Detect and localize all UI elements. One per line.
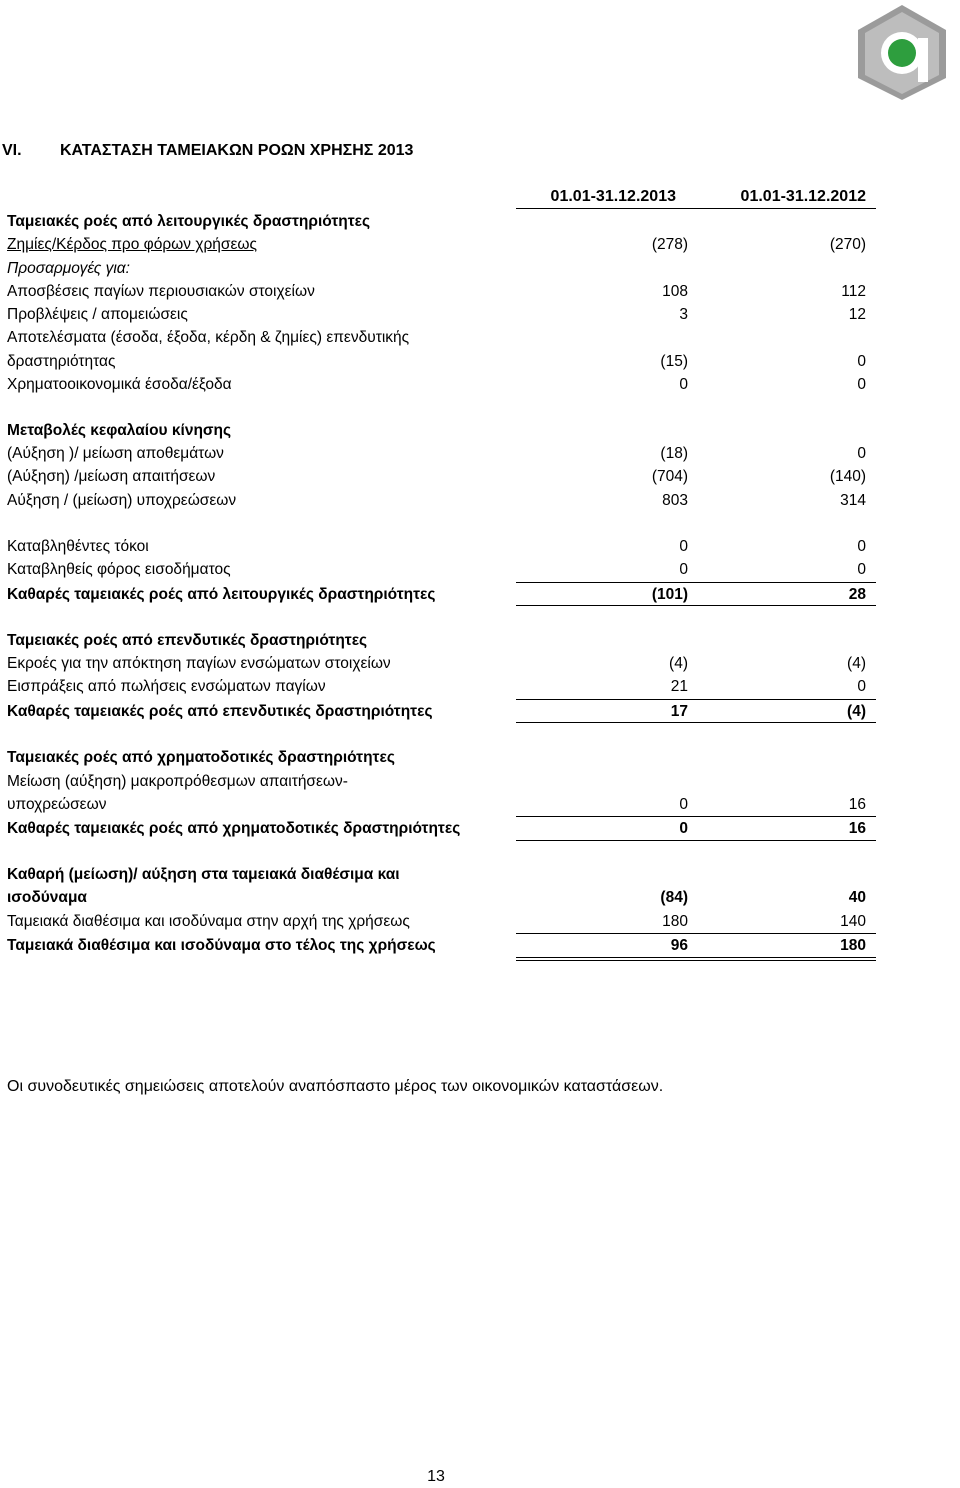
- value-2013: (4): [669, 655, 688, 672]
- row-label: Καθαρή (μείωση)/ αύξηση στα ταμειακά διαθέσιμα και: [7, 866, 400, 883]
- double-rule-top: [516, 957, 876, 958]
- value-2012: 12: [848, 306, 866, 323]
- row-label: Εισπράξεις από πωλήσεις ενσώματων παγίων: [7, 678, 326, 695]
- footer-note: Οι συνοδευτικές σημειώσεις αποτελούν αναπόσπαστο μέρος των οικονομικών καταστάσεων.: [7, 1078, 664, 1095]
- statement-row: [0, 442, 960, 465]
- statement-row: [0, 465, 960, 488]
- statement-row: [0, 373, 960, 396]
- value-2013: (704): [651, 468, 688, 485]
- row-label: Καθαρές ταμειακές ροές από λειτουργικές δραστηριότητες: [7, 586, 436, 603]
- row-label: Προσαρμογές για:: [7, 260, 130, 277]
- row-label: Καθαρές ταμειακές ροές από επενδυτικές δραστηριότητες: [7, 703, 433, 720]
- row-label: Ταμειακά διαθέσιμα και ισοδύναμα στο τέλος της χρήσεως: [7, 937, 436, 954]
- statement-row: [0, 210, 960, 233]
- value-2013: 0: [679, 820, 688, 837]
- statement-row: [0, 489, 960, 512]
- row-label: Καταβληθέντες τόκοι: [7, 538, 149, 555]
- company-logo: [852, 2, 952, 102]
- row-label: Μεταβολές κεφαλαίου κίνησης: [7, 422, 232, 439]
- statement-row: [0, 675, 960, 698]
- value-2013: 803: [662, 492, 688, 509]
- section-heading: [2, 142, 413, 160]
- total-rule: [516, 722, 876, 723]
- row-label: ισοδύναμα: [7, 889, 87, 906]
- value-2012: 28: [848, 586, 866, 603]
- value-2012: 140: [840, 913, 866, 930]
- statement-row: [0, 746, 960, 769]
- value-2012: 0: [857, 561, 866, 578]
- column-header-2012: 01.01-31.12.2012: [740, 188, 866, 205]
- value-2013: 0: [679, 538, 688, 555]
- statement-row: [0, 793, 960, 816]
- column-header-rule: [516, 208, 876, 209]
- statement-row: [0, 910, 960, 933]
- statement-row: [0, 886, 960, 909]
- value-2012: 40: [848, 889, 866, 906]
- value-2013: (15): [660, 353, 688, 370]
- column-header-2013: 01.01-31.12.2013: [550, 188, 676, 205]
- statement-row: [0, 350, 960, 373]
- row-label: υποχρεώσεων: [7, 796, 107, 813]
- statement-row: [0, 817, 960, 840]
- value-2012: (4): [847, 655, 866, 672]
- value-2012: 16: [848, 820, 866, 837]
- value-2012: 0: [857, 376, 866, 393]
- row-label: Ταμειακά διαθέσιμα και ισοδύναμα στην αρχή της χρήσεως: [7, 913, 410, 930]
- statement-row: [0, 326, 960, 349]
- value-2012: 112: [841, 283, 866, 300]
- row-label: Μείωση (αύξηση) μακροπρόθεσμων απαιτήσεων-: [7, 773, 348, 790]
- value-2012: (140): [829, 468, 866, 485]
- page-number: 13: [427, 1468, 445, 1485]
- value-2013: 17: [670, 703, 688, 720]
- row-label: δραστηριότητας: [7, 353, 116, 370]
- statement-row: [0, 652, 960, 675]
- value-2012: (4): [847, 703, 866, 720]
- value-2013: 21: [670, 678, 688, 695]
- value-2013: 108: [662, 283, 688, 300]
- value-2012: 180: [840, 937, 866, 954]
- statement-row: [0, 257, 960, 280]
- statement-row: [0, 583, 960, 606]
- value-2013: (84): [660, 889, 688, 906]
- value-2013: 180: [662, 913, 688, 930]
- value-2013: (278): [651, 236, 688, 253]
- row-label: Αύξηση / (μείωση) υποχρεώσεων: [7, 492, 237, 509]
- row-label: Καθαρές ταμειακές ροές από χρηματοδοτικές δραστηριότητες: [7, 820, 461, 837]
- value-2013: 96: [670, 937, 688, 954]
- value-2013: 0: [679, 796, 688, 813]
- total-rule: [516, 840, 876, 841]
- statement-row: [0, 934, 960, 957]
- statement-row: [0, 558, 960, 581]
- value-2012: 314: [840, 492, 866, 509]
- statement-row: [0, 303, 960, 326]
- statement-row: [0, 700, 960, 723]
- section-title: ΚΑΤΑΣΤΑΣΗ ΤΑΜΕΙΑΚΩΝ ΡΟΩΝ ΧΡΗΣΗΣ 2013: [60, 142, 414, 159]
- statement-row: [0, 419, 960, 442]
- row-label: (Αύξηση) /μείωση απαιτήσεων: [7, 468, 216, 485]
- statement-row: [0, 280, 960, 303]
- value-2012: 0: [857, 538, 866, 555]
- row-label: Ταμειακές ροές από λειτουργικές δραστηριότητες: [7, 213, 371, 230]
- value-2013: 0: [679, 376, 688, 393]
- double-rule-bottom: [516, 960, 876, 961]
- value-2012: (270): [829, 236, 866, 253]
- statement-row: [0, 770, 960, 793]
- statement-row: [0, 863, 960, 886]
- value-2013: (101): [651, 586, 688, 603]
- row-label: Αποτελέσματα (έσοδα, έξοδα, κέρδη & ζημίες) επενδυτικής: [7, 329, 410, 346]
- value-2013: 3: [679, 306, 688, 323]
- value-2012: 0: [857, 353, 866, 370]
- row-label: (Αύξηση )/ μείωση αποθεμάτων: [7, 445, 224, 462]
- statement-row: [0, 629, 960, 652]
- row-label: Ταμειακές ροές από χρηματοδοτικές δραστηριότητες: [7, 749, 395, 766]
- value-2012: 0: [857, 445, 866, 462]
- section-number: VI.: [2, 142, 22, 159]
- row-label: Ταμειακές ροές από επενδυτικές δραστηριότητες: [7, 632, 368, 649]
- row-label: Χρηματοοικονομικά έσοδα/έξοδα: [7, 376, 232, 393]
- value-2012: 16: [848, 796, 866, 813]
- value-2012: 0: [857, 678, 866, 695]
- row-label: Προβλέψεις / απομειώσεις: [7, 306, 188, 323]
- value-2013: 0: [679, 561, 688, 578]
- row-label: Ζημίες/Κέρδος προ φόρων χρήσεως: [7, 236, 257, 253]
- row-label: Εκροές για την απόκτηση παγίων ενσώματων στοιχείων: [7, 655, 391, 672]
- value-2013: (18): [660, 445, 688, 462]
- total-rule: [516, 605, 876, 606]
- row-label: Αποσβέσεις παγίων περιουσιακών στοιχείων: [7, 283, 315, 300]
- statement-row: [0, 233, 960, 256]
- statement-row: [0, 535, 960, 558]
- row-label: Καταβληθείς φόρος εισοδήματος: [7, 561, 231, 578]
